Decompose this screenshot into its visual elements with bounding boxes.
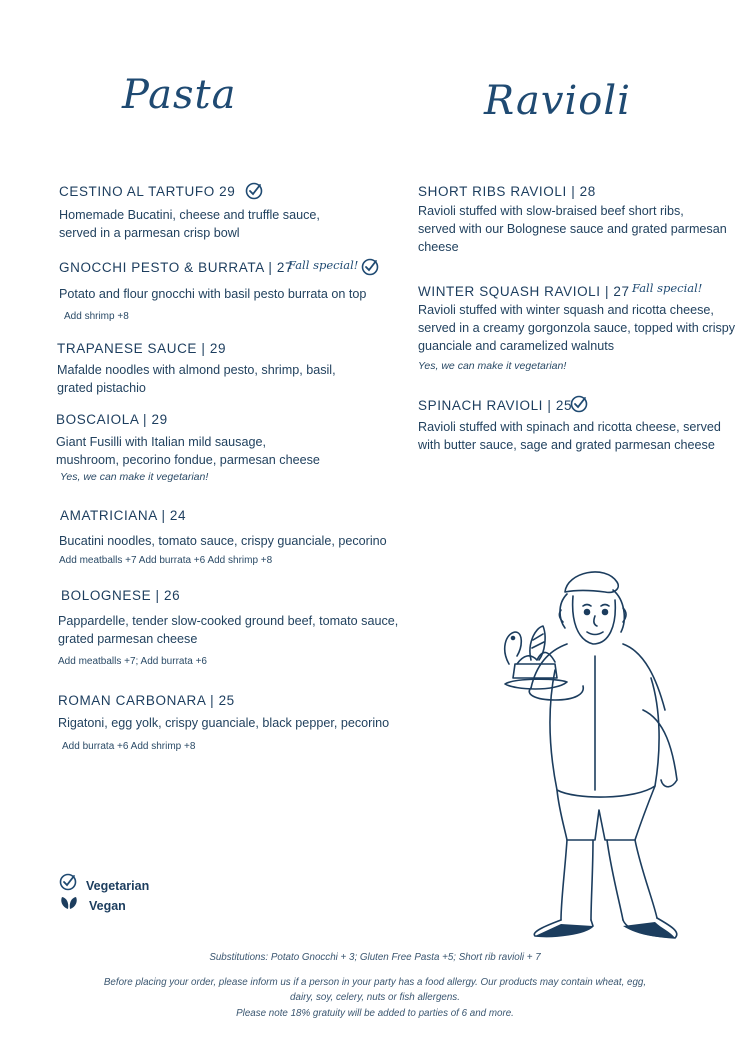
menu-item-description: served with our Bolognese sauce and grated parmesan — [418, 222, 727, 236]
gratuity-notice: Please note 18% gratuity will be added to parties of 6 and more. — [236, 1008, 514, 1019]
vegan-icon — [59, 895, 79, 911]
menu-item-description: guanciale and caramelized walnuts — [418, 339, 615, 353]
menu-item-addon: Add meatballs +7; Add burrata +6 — [58, 656, 207, 667]
legend-vegan-label: Vegan — [89, 899, 126, 913]
substitutions-note: Substitutions: Potato Gnocchi + 3; Gluten Free Pasta +5; Short rib ravioli + 7 — [209, 952, 541, 963]
menu-item-description: grated pistachio — [57, 381, 146, 395]
allergy-notice: Before placing your order, please inform us if a person in your party has a food allergy. Our products may contain wheat, egg, — [103, 977, 647, 988]
menu-item-description: with butter sauce, sage and grated parmesan cheese — [418, 438, 715, 452]
menu-item-description: Pappardelle, tender slow-cooked ground beef, tomato sauce, — [58, 614, 399, 628]
ravioli-section-title: Ravioli — [484, 78, 631, 124]
vegetarian-option-note: Yes, we can make it vegetarian! — [60, 471, 209, 483]
chef-illustration — [495, 560, 695, 945]
vegetarian-icon — [361, 258, 379, 276]
menu-item-description: cheese — [418, 240, 459, 254]
menu-item-addon: Add shrimp +8 — [64, 311, 129, 322]
menu-item-title: WINTER SQUASH RAVIOLI | 27 — [418, 284, 630, 299]
menu-item-description: served in a creamy gorgonzola sauce, topped with crispy — [418, 321, 736, 335]
menu-item-description: Ravioli stuffed with winter squash and ricotta cheese, — [418, 303, 714, 317]
menu-item-description: served in a parmesan crisp bowl — [59, 226, 240, 240]
menu-item-description: Bucatini noodles, tomato sauce, crispy guanciale, pecorino — [59, 534, 387, 548]
menu-item-title: TRAPANESE SAUCE | 29 — [57, 341, 227, 356]
vegetarian-icon — [59, 873, 77, 891]
menu-item-description: Giant Fusilli with Italian mild sausage, — [56, 435, 266, 449]
menu-item-description: grated parmesan cheese — [58, 632, 198, 646]
fall-special-tag: Fall special! — [632, 281, 703, 295]
menu-item-description: Ravioli stuffed with slow-braised beef short ribs, — [418, 204, 684, 218]
menu-item-title: ROMAN CARBONARA | 25 — [58, 693, 235, 708]
menu-item-title: SPINACH RAVIOLI | 25 — [418, 398, 573, 413]
menu-item-title: CESTINO AL TARTUFO 29 — [59, 184, 236, 199]
menu-item-description: Homemade Bucatini, cheese and truffle sauce, — [59, 208, 320, 222]
vegetarian-icon — [245, 182, 263, 200]
menu-item-title: BOLOGNESE | 26 — [61, 588, 181, 603]
menu-item-description: Potato and flour gnocchi with basil pesto burrata on top — [59, 287, 367, 301]
menu-item-description: Rigatoni, egg yolk, crispy guanciale, black pepper, pecorino — [58, 716, 390, 730]
menu-item-addon: Add meatballs +7 Add burrata +6 Add shrimp +8 — [59, 555, 273, 566]
menu-item-title: AMATRICIANA | 24 — [60, 508, 187, 523]
menu-item-title: SHORT RIBS RAVIOLI | 28 — [418, 184, 596, 199]
allergy-notice-continued: dairy, soy, celery, nuts or fish allergens. — [290, 992, 460, 1003]
menu-item-title: BOSCAIOLA | 29 — [56, 412, 168, 427]
pasta-section-title: Pasta — [122, 72, 237, 118]
menu-item-title: GNOCCHI PESTO & BURRATA | 27 — [59, 260, 294, 275]
vegetarian-icon — [570, 395, 588, 413]
menu-item-description: Ravioli stuffed with spinach and ricotta cheese, served — [418, 420, 721, 434]
menu-item-description: Mafalde noodles with almond pesto, shrimp, basil, — [57, 363, 336, 377]
legend-vegetarian-label: Vegetarian — [86, 879, 150, 893]
menu-item-addon: Add burrata +6 Add shrimp +8 — [62, 741, 196, 752]
vegetarian-option-note: Yes, we can make it vegetarian! — [418, 360, 567, 372]
fall-special-tag: Fall special! — [288, 258, 359, 272]
menu-item-description: mushroom, pecorino fondue, parmesan cheese — [56, 453, 320, 467]
